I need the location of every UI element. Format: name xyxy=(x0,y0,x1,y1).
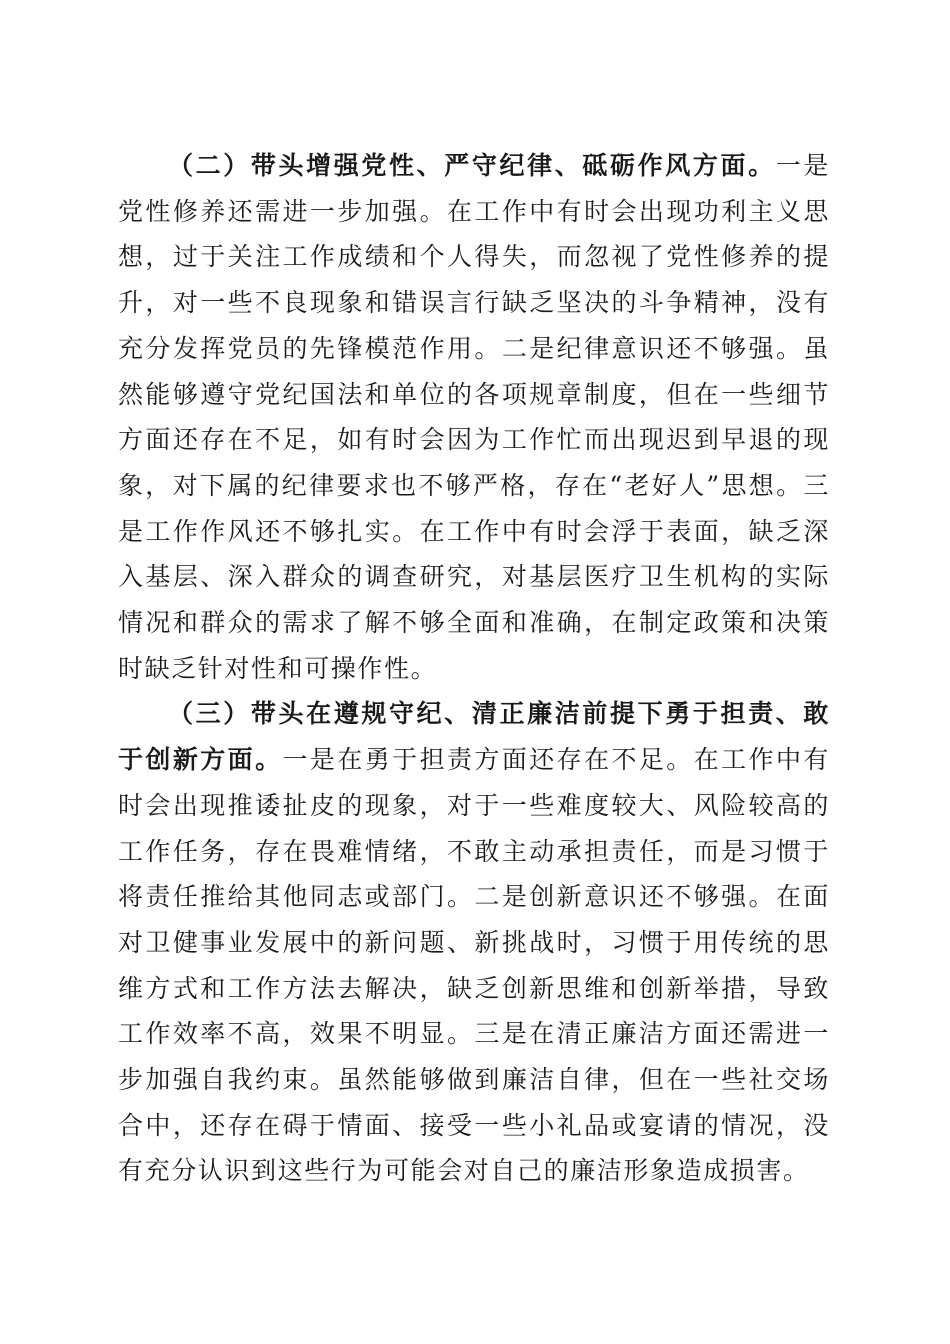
paragraph-section-3 xyxy=(118,691,830,1194)
document-body xyxy=(118,143,830,1194)
paragraph-section-2 xyxy=(118,143,830,691)
section-3-text: 一是在勇于担责方面还存在不足。在工作中有时会出现推诿扯皮的现象，对于一些难度较大、风险较高的工作任务，存在畏难情绪，不敢主动承担责任，而是习惯于将责任推给其他同志或部门。二是创新意识还不够强。在面对卫健事业发展中的新问题、新挑战时，习惯于用传统的思维方式和工作方法去解决，缺乏创新思维和创新举措，导致工作效率不高，效果不明显。三是在清正廉洁方面还需进一步加强自我约束。虽然能够做到廉洁自律，但在一些社交场合中，还存在碍于情面、接受一些小礼品或宴请的情况，没有充分认识到这些行为可能会对自己的廉洁形象造成损害。 xyxy=(118,745,830,1186)
section-2-text: 一是党性修养还需进一步加强。在工作中有时会出现功利主义思想，过于关注工作成绩和个人得失，而忽视了党性修养的提升，对一些不良现象和错误言行缺乏坚决的斗争精神，没有充分发挥党员的先锋模范作用。二是纪律意识还不够强。虽然能够遵守党纪国法和单位的各项规章制度，但在一些细节方面还存在不足，如有时会因为工作忙而出现迟到早退的现象，对下属的纪律要求也不够严格，存在“老好人”思想。三是工作作风还不够扎实。在工作中有时会浮于表面，缺乏深入基层、深入群众的调查研究，对基层医疗卫生机构的实际情况和群众的需求了解不够全面和准确，在制定政策和决策时缺乏针对性和可操作性。 xyxy=(118,151,831,683)
section-2-heading: （二）带头增强党性、严守纪律、砥砺作风方面。 xyxy=(168,151,776,180)
section-3-heading: （三）带头在遵规守纪、清正廉洁前提下勇于担责、敢于创新方面。 xyxy=(118,699,830,775)
